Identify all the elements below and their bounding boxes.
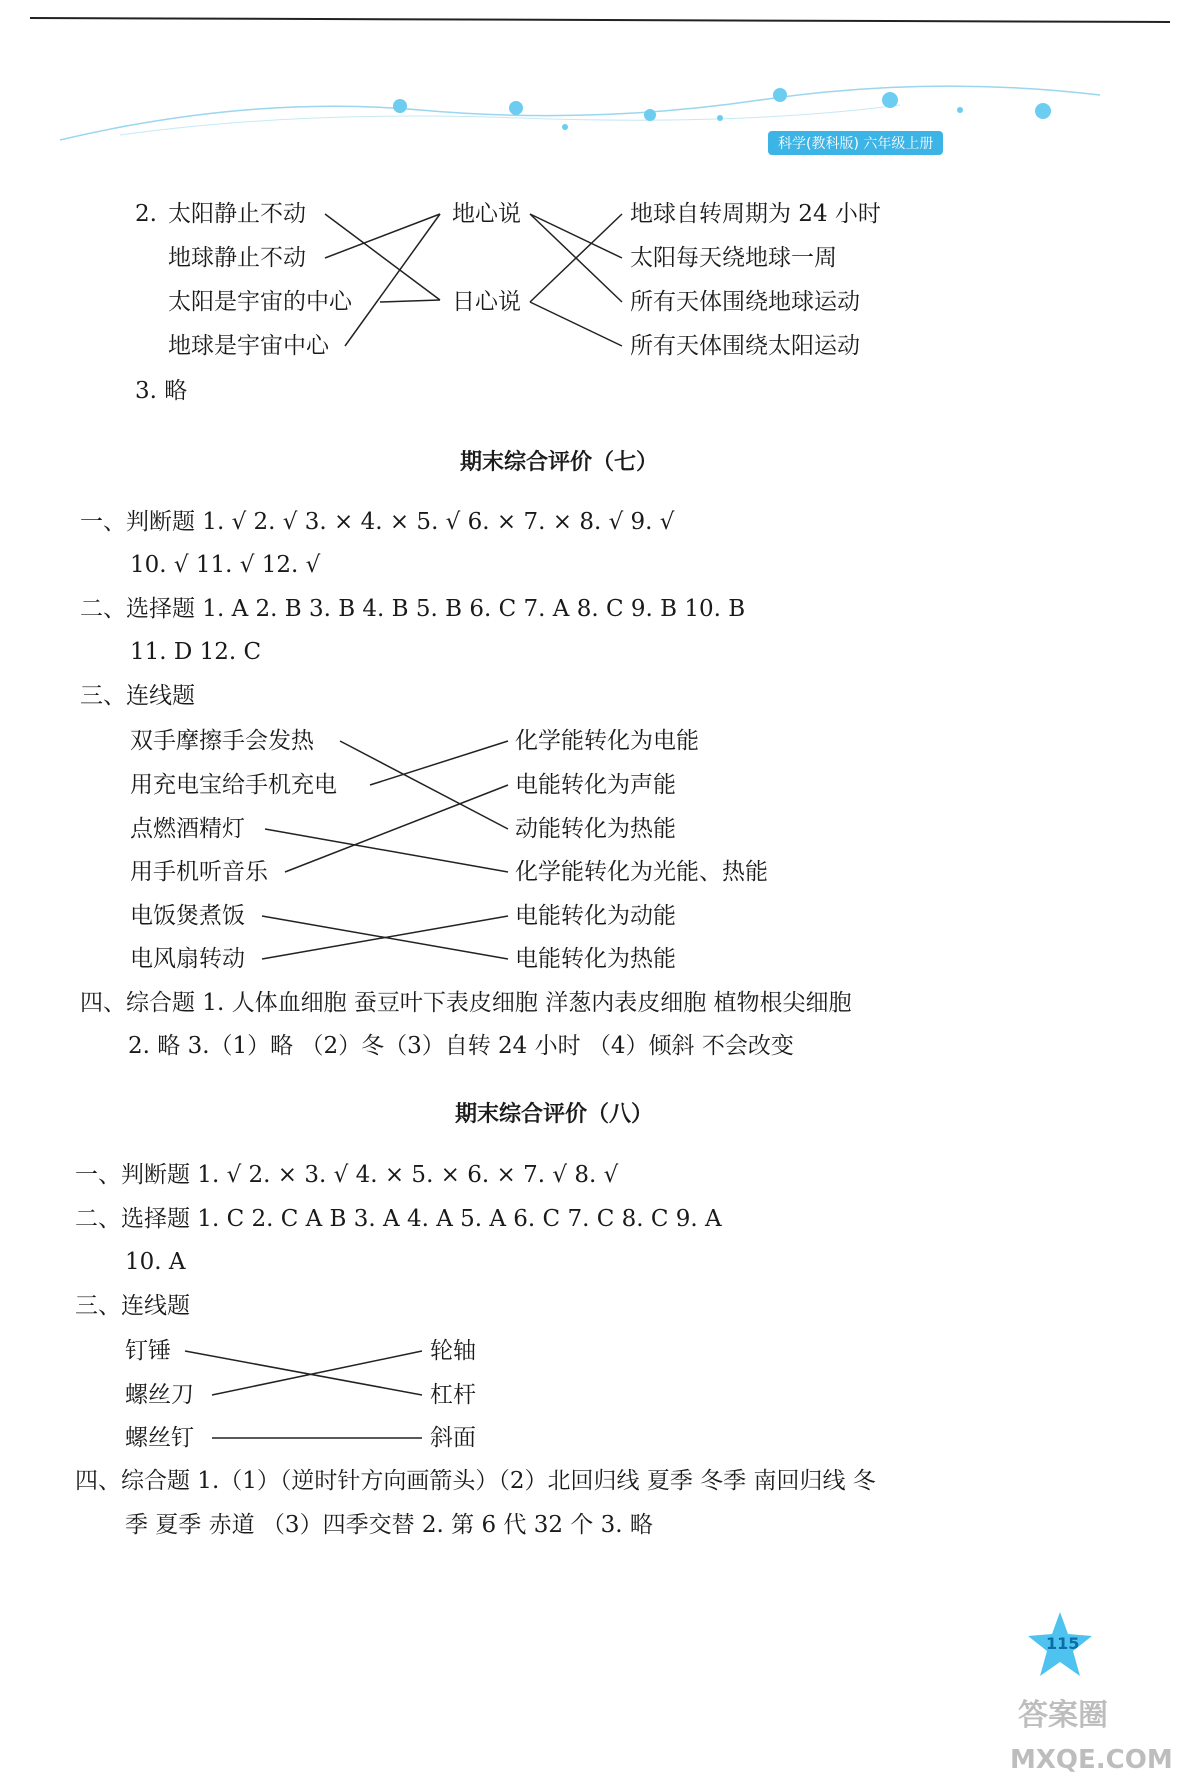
comp-line: 四、综合题 1. 人体血细胞 蚕豆叶下表皮细胞 洋葱内表皮细胞 植物根尖细胞 bbox=[80, 990, 852, 1016]
match-right: 化学能转化为电能 bbox=[515, 728, 699, 754]
right-item: 所有天体围绕太阳运动 bbox=[630, 333, 860, 359]
connector-line bbox=[380, 300, 440, 302]
left-item: 地球静止不动 bbox=[168, 245, 306, 271]
connector-line bbox=[530, 214, 622, 258]
item-3: 3. 略 bbox=[135, 378, 188, 404]
header-badge: 科学(教科版) 六年级上册 bbox=[768, 131, 943, 155]
choice-line: 11. D 12. C bbox=[130, 639, 262, 665]
mid-item: 地心说 bbox=[452, 201, 521, 227]
match-left: 电饭煲煮饭 bbox=[130, 903, 245, 929]
match-left: 点燃酒精灯 bbox=[130, 816, 245, 842]
left-item: 太阳静止不动 bbox=[168, 201, 306, 227]
match-right: 动能转化为热能 bbox=[515, 816, 676, 842]
match-right: 电能转化为动能 bbox=[515, 903, 676, 929]
right-item: 所有天体围绕地球运动 bbox=[630, 289, 860, 315]
match-right: 化学能转化为光能、热能 bbox=[515, 859, 768, 885]
match-left: 双手摩擦手会发热 bbox=[130, 728, 314, 754]
comp-line: 四、综合题 1.（1）（逆时针方向画箭头）（2）北回归线 夏季 冬季 南回归线 冬 bbox=[75, 1468, 876, 1494]
left-item: 太阳是宇宙的中心 bbox=[168, 289, 352, 315]
judge-line: 一、判断题 1. √ 2. × 3. √ 4. × 5. × 6. × 7. √ 8. √ bbox=[75, 1162, 619, 1188]
match-right: 电能转化为热能 bbox=[515, 946, 676, 972]
match-left: 螺丝刀 bbox=[125, 1382, 194, 1408]
connector-line bbox=[325, 214, 440, 300]
connector-line bbox=[345, 214, 440, 346]
watermark-url: MXQE.COM bbox=[1010, 1745, 1173, 1775]
match-left: 用手机听音乐 bbox=[130, 859, 268, 885]
match-left: 螺丝钉 bbox=[125, 1425, 194, 1451]
judge-line: 10. √ 11. √ 12. √ bbox=[130, 552, 321, 578]
match-left: 电风扇转动 bbox=[130, 946, 245, 972]
connector-line bbox=[325, 214, 440, 258]
watermark: 答案圈 bbox=[1018, 1698, 1108, 1733]
right-item: 太阳每天绕地球一周 bbox=[630, 245, 837, 271]
comp-line: 季 夏季 赤道 （3）四季交替 2. 第 6 代 32 个 3. 略 bbox=[125, 1512, 653, 1538]
judge-line: 一、判断题 1. √ 2. √ 3. × 4. × 5. √ 6. × 7. × 8. √ 9. √ bbox=[80, 509, 675, 535]
choice-line: 二、选择题 1. C 2. C A B 3. A 4. A 5. A 6. C 7. C 8. C 9. A bbox=[75, 1206, 722, 1232]
match-title: 三、连线题 bbox=[80, 683, 195, 709]
connector-line bbox=[530, 302, 622, 346]
choice-line: 二、选择题 1. A 2. B 3. B 4. B 5. B 6. C 7. A 8. C 9. B 10. B bbox=[80, 596, 746, 622]
match-right: 电能转化为声能 bbox=[515, 772, 676, 798]
match-left: 用充电宝给手机充电 bbox=[130, 772, 337, 798]
right-item: 地球自转周期为 24 小时 bbox=[630, 201, 881, 227]
connector-line bbox=[185, 1351, 422, 1395]
match-right: 杠杆 bbox=[430, 1382, 476, 1408]
connector-line bbox=[370, 741, 508, 785]
section-title: 期末综合评价（七） bbox=[460, 450, 659, 475]
item-number: 2. bbox=[135, 201, 157, 227]
left-item: 地球是宇宙中心 bbox=[168, 333, 329, 359]
connector-line bbox=[285, 785, 508, 872]
connector-line bbox=[340, 741, 508, 829]
comp-line: 2. 略 3.（1）略 （2）冬（3）自转 24 小时 （4）倾斜 不会改变 bbox=[128, 1033, 794, 1059]
match-right: 斜面 bbox=[430, 1425, 476, 1451]
match-right: 轮轴 bbox=[430, 1338, 476, 1364]
match-title: 三、连线题 bbox=[75, 1293, 190, 1319]
match-left: 钉锤 bbox=[125, 1338, 171, 1364]
page-number: 115 bbox=[1046, 1634, 1080, 1653]
mid-item: 日心说 bbox=[452, 289, 521, 315]
section-title: 期末综合评价（八） bbox=[455, 1102, 654, 1127]
choice-line: 10. A bbox=[125, 1249, 186, 1275]
